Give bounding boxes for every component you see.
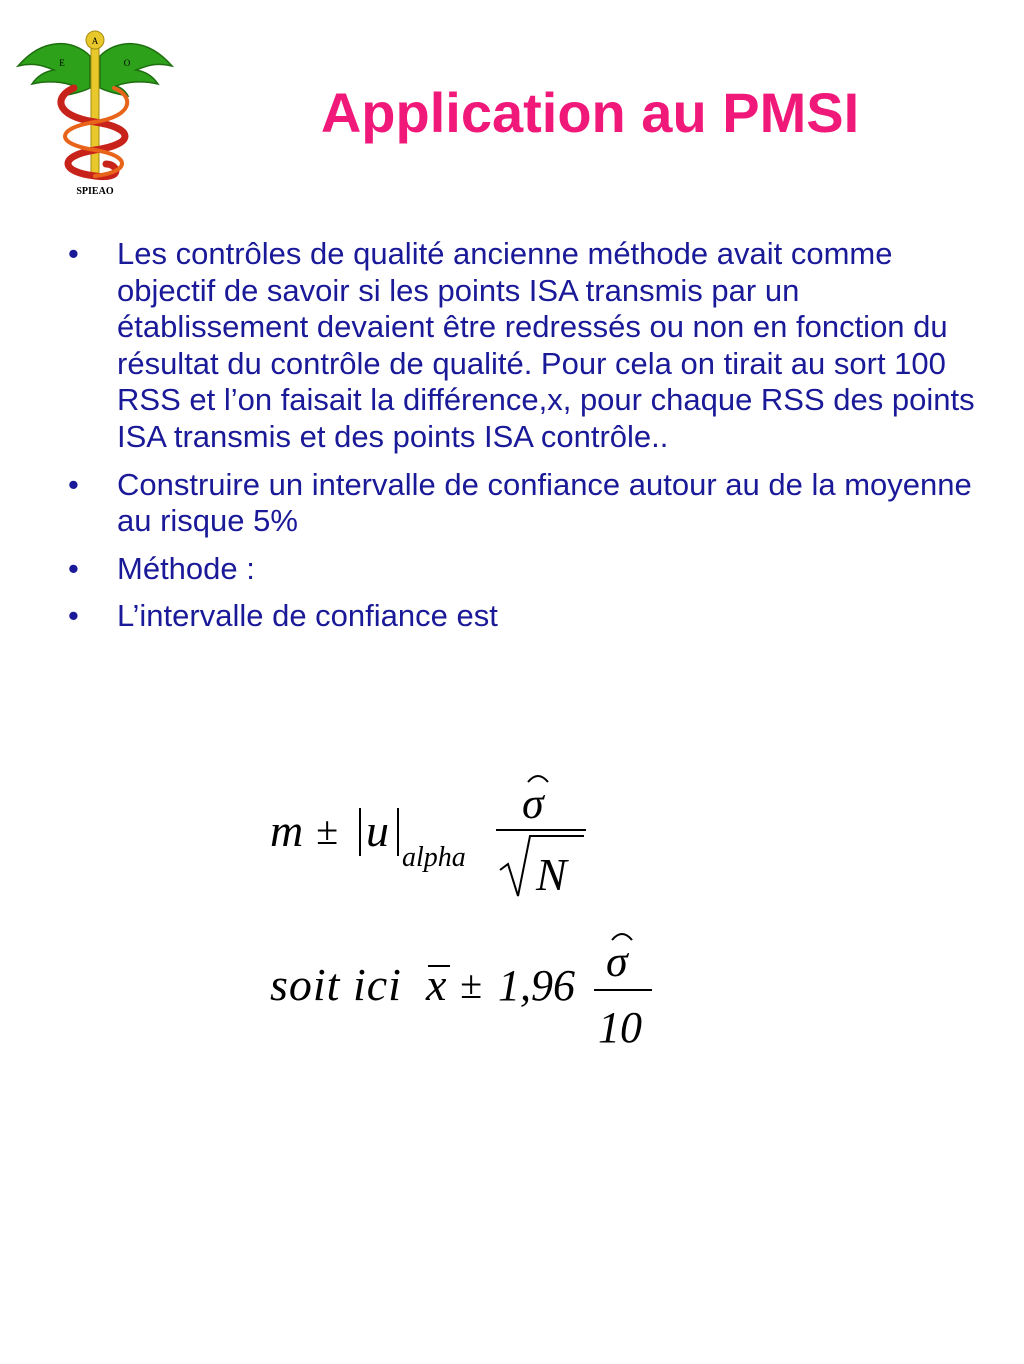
list-item: [60, 236, 990, 456]
logo-letter-a: A: [91, 36, 99, 46]
formula-m: m: [270, 805, 304, 856]
applied-interval-formula: [260, 922, 680, 1052]
formula-subscript-alpha: alpha: [402, 842, 466, 873]
formula-plus-minus-2: ±: [460, 962, 482, 1007]
formula-u: u: [366, 805, 389, 856]
confidence-interval-formula: [260, 760, 600, 910]
logo-letter-e: E: [59, 58, 65, 68]
list-item-text: Construire un intervalle de confiance autour au de la moyenne au risque 5%: [117, 466, 972, 539]
list-item: [60, 467, 990, 540]
right-wing: [100, 44, 172, 96]
list-item-text: Méthode :: [117, 550, 255, 586]
logo-letter-o: O: [123, 58, 131, 68]
list-item: [60, 598, 990, 635]
formula-x: x: [426, 959, 447, 1010]
left-wing: [18, 44, 90, 96]
formula-prefix: soit ici: [270, 959, 402, 1010]
page-title: Application au PMSI: [320, 81, 860, 144]
bullet-dot: •: [68, 466, 79, 502]
bullet-dot: •: [68, 598, 79, 634]
bullet-list: [60, 236, 990, 646]
formula-sigma: σ: [522, 779, 544, 828]
bullet-dot: •: [68, 236, 79, 271]
staff: [91, 42, 99, 178]
list-item-text: L’intervalle de confiance est: [117, 598, 498, 634]
formula-plus-minus: ±: [316, 808, 338, 853]
bullet-dot: •: [68, 550, 79, 586]
list-item-text: Les contrôles de qualité ancienne méthode avait comme objectif de savoir si les points ISA transmis par un établissement devaient être redressés ou non en fonction du résultat du contrôle de qualité. Pour cela on tirait au sort 100 RSS et l’on faisait la différence,x, pour chaque RSS des points ISA transmis et des points ISA contrôle..: [117, 236, 975, 454]
spieao-caduceus-logo: [14, 26, 176, 198]
logo-label: SPIEAO: [76, 186, 114, 197]
formula-n: N: [536, 849, 567, 900]
list-item: [60, 551, 990, 588]
formula-sigma-2: σ: [606, 937, 628, 986]
formula-ten: 10: [598, 1003, 642, 1052]
formula-coefficient: 1,96: [498, 961, 575, 1010]
